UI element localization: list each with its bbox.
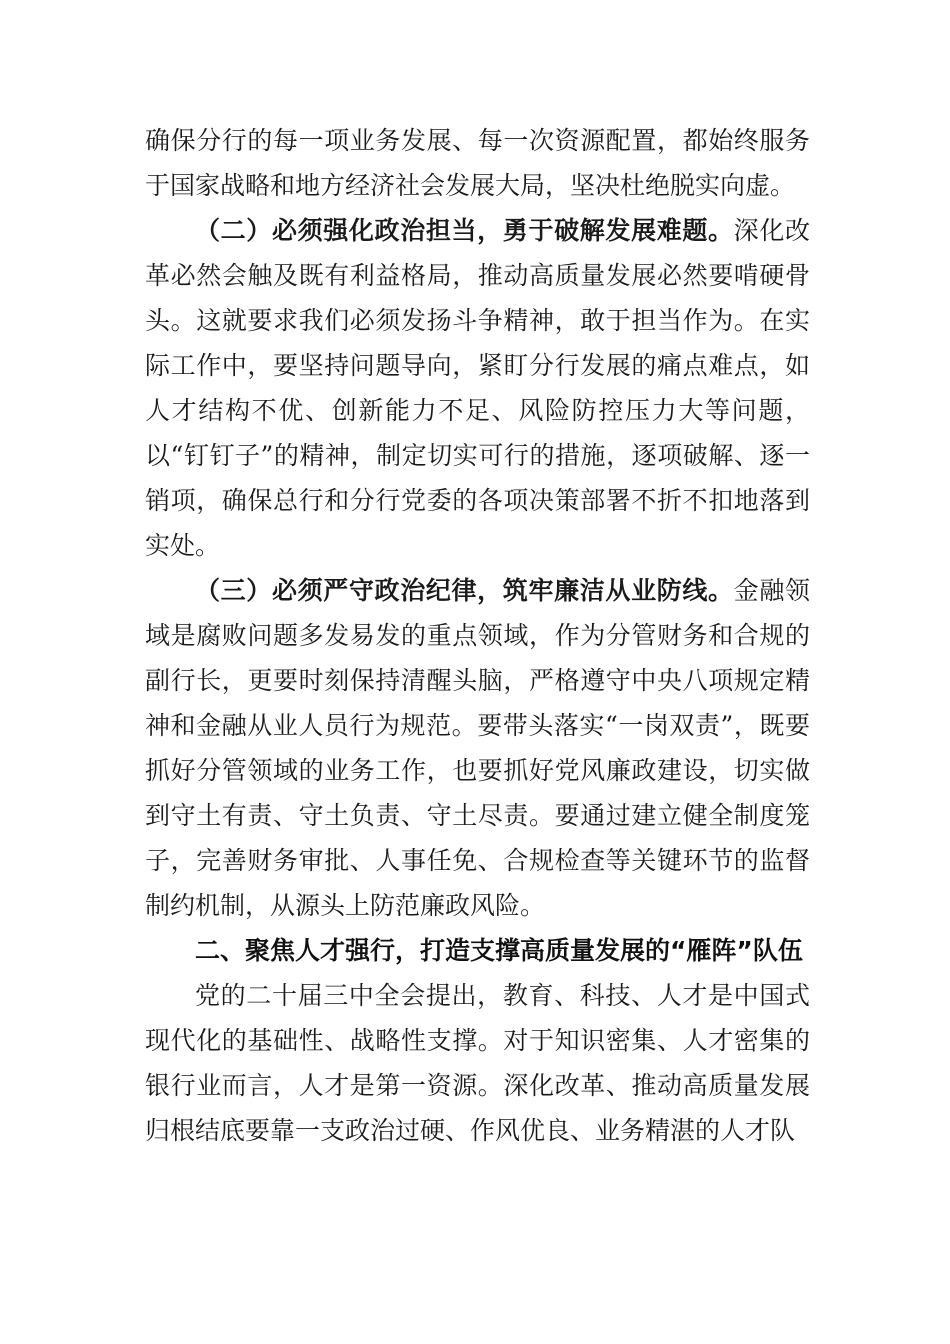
- document-body: [145, 118, 810, 1153]
- paragraph-text: 党的二十届三中全会提出，教育、科技、人才是中国式现代化的基础性、战略性支撑。对于知识密集、人才密集的银行业而言，人才是第一资源。深化改革、推动高质量发展归根结底要靠一支政治过硬、作风优良、业务精湛的人才队: [145, 981, 810, 1145]
- section-heading-talent: 二、聚焦人才强行，打造支撑高质量发展的“雁阵”队伍: [195, 936, 803, 965]
- paragraph-political-discipline: [145, 568, 810, 928]
- paragraph-text: 金融领域是腐败问题多发易发的重点领域，作为分管财务和合规的副行长，更要时刻保持清醒头脑，严格遵守中央八项规定精神和金融从业人员行为规范。要带头落实“一岗双责”，既要抓好分管领域的业务工作，也要抓好党风廉政建设，切实做到守土有责、守土负责、守土尽责。要通过建立健全制度笼子，完善财务审批、人事任免、合规检查等关键环节的监督制约机制，从源头上防范廉政风险。: [145, 576, 810, 920]
- paragraph-text: 深化改革必然会触及既有利益格局，推动高质量发展必然要啃硬骨头。这就要求我们必须发扬斗争精神，敢于担当作为。在实际工作中，要坚持问题导向，紧盯分行发展的痛点难点，如人才结构不优、创新能力不足、风险防控压力大等问题，以“钉钉子”的精神，制定切实可行的措施，逐项破解、逐一销项，确保总行和分行党委的各项决策部署不折不扣地落到实处。: [145, 216, 810, 560]
- paragraph-lead-heading: （二）必须强化政治担当，勇于破解发展难题。: [195, 216, 734, 245]
- paragraph-talent-intro: [145, 973, 810, 1153]
- paragraph-text: 确保分行的每一项业务发展、每一次资源配置，都始终服务于国家战略和地方经济社会发展大局，坚决杜绝脱实向虚。: [145, 126, 810, 200]
- paragraph-lead-heading: （三）必须严守政治纪律，筑牢廉洁从业防线。: [195, 576, 734, 605]
- paragraph-continuation: [145, 118, 810, 208]
- paragraph-political-responsibility: [145, 208, 810, 568]
